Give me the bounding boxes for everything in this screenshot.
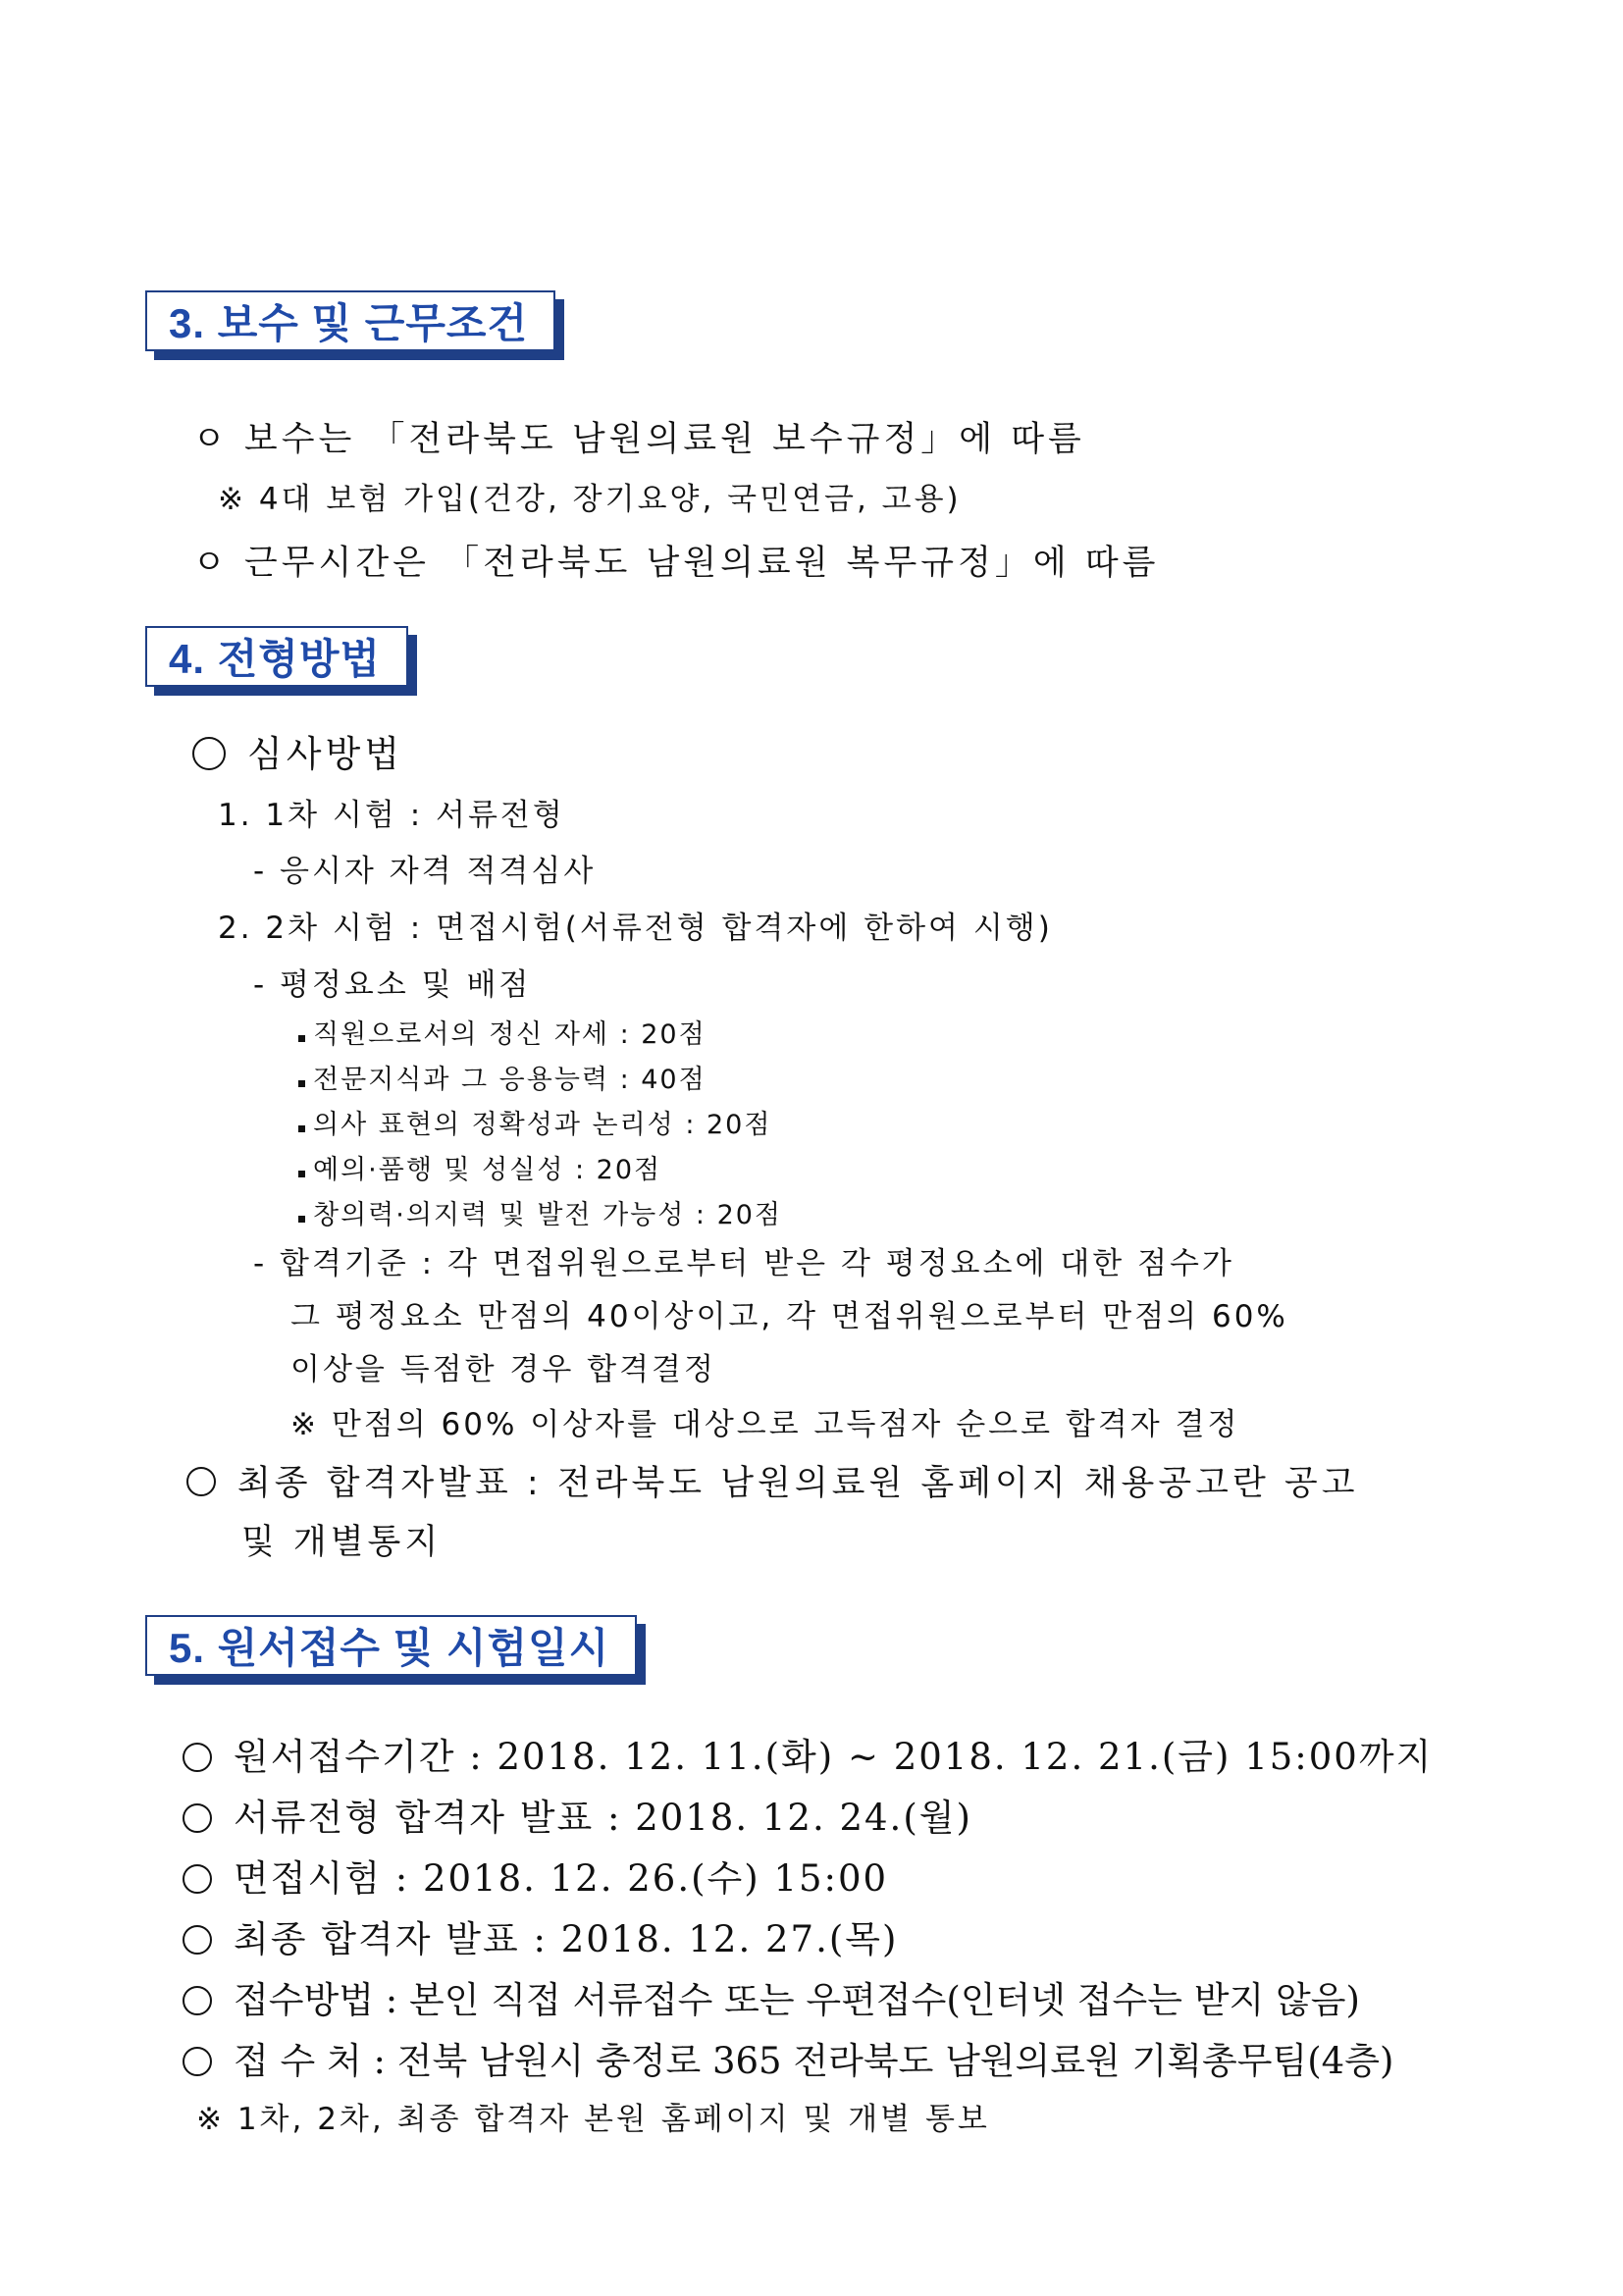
circle-bullet-icon <box>192 737 226 770</box>
score-item-text: 예의·품행 및 성실성 : 20점 <box>313 1155 662 1185</box>
schedule-line <box>183 1909 898 1962</box>
s3-insurance-note: ※ 4대 보험 가입(건강, 장기요양, 국민연금, 고용) <box>218 482 962 517</box>
score-item-text: 의사 표현의 정확성과 논리성 : 20점 <box>313 1110 772 1140</box>
section-4-heading: 4. 전형방법 <box>145 626 408 687</box>
s4-pass-line-2: 그 평정요소 만점의 40이상이고, 각 면접위원으로부터 만점의 60% <box>290 1299 1288 1334</box>
score-item <box>298 1103 771 1141</box>
score-item-text: 직원으로서의 정신 자세 : 20점 <box>313 1019 707 1050</box>
square-bullet-icon <box>298 1125 305 1132</box>
s4-final-line-2: 및 개별통지 <box>241 1523 443 1562</box>
circle-bullet-icon <box>183 1864 212 1894</box>
s4-step1-sub: - 응시자 자격 적격심사 <box>253 854 597 889</box>
square-bullet-icon <box>298 1035 305 1042</box>
s4-method-title <box>192 724 403 777</box>
s4-step2-sub: - 평정요소 및 배점 <box>253 967 532 1003</box>
score-item <box>298 1013 707 1051</box>
s4-pass-line-3: 이상을 득점한 경우 합격결정 <box>290 1352 716 1387</box>
schedule-line <box>183 1788 972 1841</box>
score-item <box>298 1193 782 1231</box>
circle-bullet-icon <box>183 1803 212 1833</box>
schedule-text: 접수방법 : 본인 직접 서류접수 또는 우편접수(인터넷 접수는 받지 않음) <box>234 1979 1360 2021</box>
square-bullet-icon <box>298 1171 305 1177</box>
circle-bullet-icon <box>183 1743 212 1772</box>
s4-pass-note: ※ 만점의 60% 이상자를 대상으로 고득점자 순으로 합격자 결정 <box>290 1407 1240 1442</box>
schedule-line <box>183 1970 1360 2023</box>
score-item-text: 창의력·의지력 및 발전 가능성 : 20점 <box>313 1200 783 1230</box>
s4-final-line-1 <box>186 1456 1359 1505</box>
circle-bullet-icon <box>186 1467 216 1496</box>
square-bullet-icon <box>298 1080 305 1087</box>
score-item <box>298 1058 707 1096</box>
square-bullet-icon <box>298 1216 305 1223</box>
s3-hours-line: ㅇ 근무시간은 「전라북도 남원의료원 복무규정」에 따름 <box>192 544 1160 583</box>
score-item <box>298 1148 661 1186</box>
final-text: 최종 합격자발표 : 전라북도 남원의료원 홈페이지 채용공고란 공고 <box>237 1464 1359 1503</box>
s4-step1: 1. 1차 시험 : 서류전형 <box>218 798 565 833</box>
schedule-line <box>183 1849 888 1902</box>
circle-bullet-icon <box>183 1986 212 2015</box>
schedule-line <box>183 1727 1433 1780</box>
schedule-text: 최종 합격자 발표 : 2018. 12. 27.(목) <box>234 1918 899 1960</box>
s4-step2: 2. 2차 시험 : 면접시험(서류전형 합격자에 한하여 시행) <box>218 911 1053 946</box>
schedule-text: 접 수 처 : 전북 남원시 충정로 365 전라북도 남원의료원 기획총무팀(4층) <box>234 2040 1394 2082</box>
schedule-line <box>183 2031 1393 2084</box>
schedule-text: 면접시험 : 2018. 12. 26.(수) 15:00 <box>234 1857 889 1900</box>
score-item-text: 전문지식과 그 응용능력 : 40점 <box>313 1065 707 1095</box>
method-title-text: 심사방법 <box>247 733 403 775</box>
circle-bullet-icon <box>183 2047 212 2076</box>
s4-pass-line-1: - 합격기준 : 각 면접위원으로부터 받은 각 평정요소에 대한 점수가 <box>253 1246 1234 1281</box>
s3-pay-line: ㅇ 보수는 「전라북도 남원의료원 보수규정」에 따름 <box>192 420 1085 459</box>
schedule-text: 서류전형 합격자 발표 : 2018. 12. 24.(월) <box>234 1797 972 1839</box>
s5-note: ※ 1차, 2차, 최종 합격자 본원 홈페이지 및 개별 통보 <box>196 2102 990 2137</box>
section-5-heading: 5. 원서접수 및 시험일시 <box>145 1615 637 1676</box>
section-3-heading: 3. 보수 및 근무조건 <box>145 290 555 351</box>
circle-bullet-icon <box>183 1925 212 1955</box>
schedule-text: 원서접수기간 : 2018. 12. 11.(화) ~ 2018. 12. 21.(금) 15:00까지 <box>234 1736 1434 1778</box>
